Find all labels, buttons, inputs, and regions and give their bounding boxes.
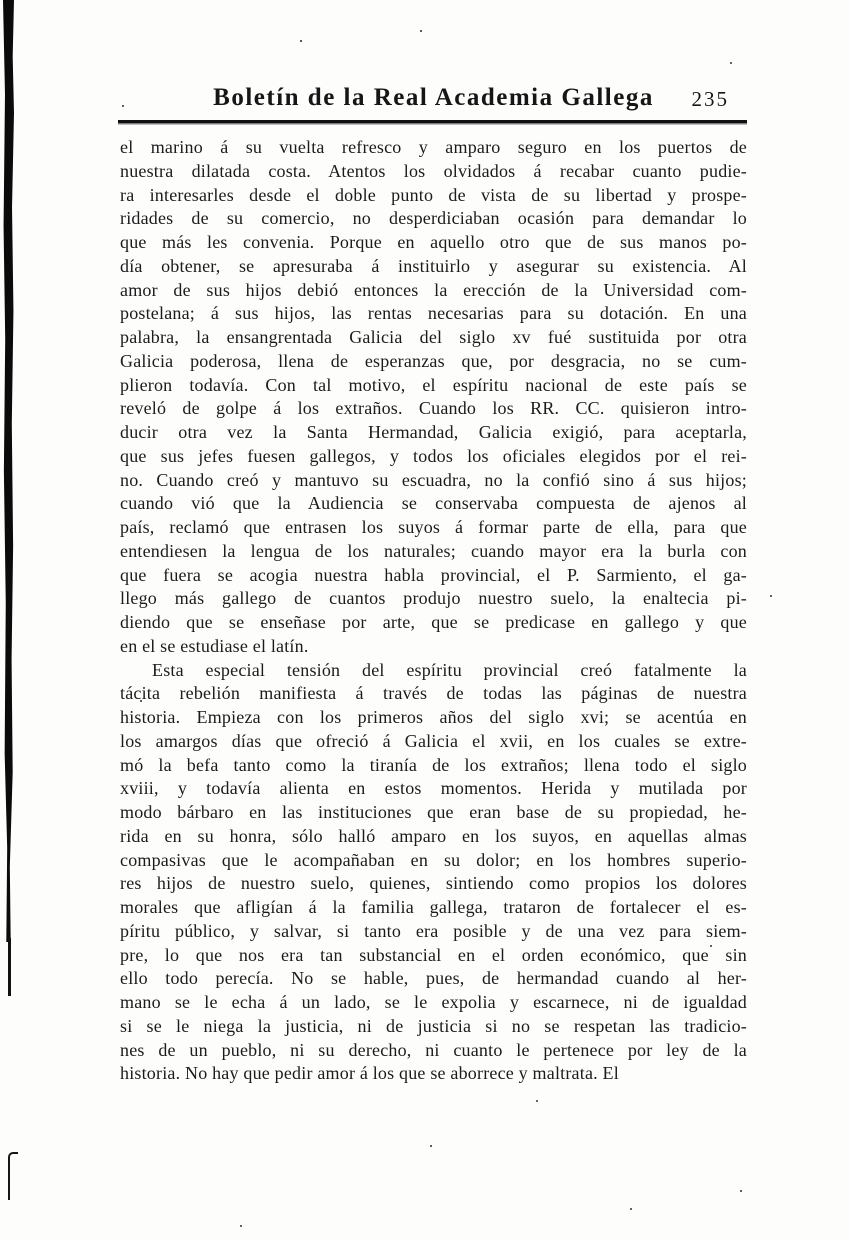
text-line: historia. No hay que pedir amor á los que se aborrece y maltrata. El <box>120 1063 619 1084</box>
text-line: ra interesarles desde el doble punto de vista de su libertad y prospe- <box>120 184 747 205</box>
text-block <box>120 136 747 1086</box>
text-line: cuando vió que la Audiencia se conservaba compuesta de ajenos al <box>120 493 747 514</box>
text-line: país, reclamó que entrasen los suyos á formar parte de ella, para que <box>120 517 747 537</box>
binding-shadow <box>3 0 14 942</box>
text-line: píritu público, y salvar, si tanto era posible y de una vez para siem- <box>120 920 747 941</box>
text-line: historia. Empieza con los primeros años del siglo xvi; se acentúa en <box>120 707 747 727</box>
text-line: postelana; á sus hijos, las rentas necesarias para su dotación. En una <box>120 303 747 324</box>
text-line: morales que afligían á la familia gallega, trataron de fortalecer el es- <box>120 897 747 917</box>
text-line: mano se le echa á un lado, se le expolia y escarnece, ni de igualdad <box>120 992 747 1012</box>
text-line: nes de un pueblo, ni su derecho, ni cuanto le pertenece por ley de la <box>120 1039 747 1060</box>
text-line: palabra, la ensangrentada Galicia del siglo xv fué sustituida por otra <box>120 327 747 347</box>
text-line: ducir otra vez la Santa Hermandad, Galicia exigió, para aceptarla, <box>120 422 747 442</box>
binding-mark <box>8 1152 18 1200</box>
text-line: tácita rebelión manifiesta á través de todas las páginas de nuestra <box>120 683 747 704</box>
text-line: el marino á su vuelta refresco y amparo seguro en los puertos de <box>120 137 747 157</box>
text-line: en el se estudiase el latín. <box>120 635 309 656</box>
text-line: diendo que se enseñase por arte, que se predicase en gallego y que <box>120 612 747 632</box>
binding-shadow-tail <box>8 938 11 996</box>
text-line: entendiesen la lengua de los naturales; cuando mayor era la burla con <box>120 540 747 561</box>
text-line: los amargos días que ofreció á Galicia el xvii, en los cuales se extre- <box>120 730 747 751</box>
scan-noise <box>300 40 302 42</box>
text-line: mó la befa tanto como la tiranía de los extraños; llena todo el siglo <box>120 754 747 775</box>
text-line: nuestra dilatada costa. Atentos los olvidados á recabar cuanto pudie- <box>120 160 747 181</box>
page-header <box>120 84 747 120</box>
text-line: pre, lo que nos era tan substancial en el orden económico, que sin <box>120 944 747 965</box>
text-line: ello todo perecía. No se hable, pues, de hermandad cuando al her- <box>120 968 747 989</box>
text-line: compasivas que le acompañaban en su dolor; en los hombres superio- <box>120 849 747 870</box>
text-line: rida en su honra, sólo halló amparo en los suyos, en aquellas almas <box>120 825 747 846</box>
text-line: reveló de golpe á los extraños. Cuando los RR. CC. quisieron intro- <box>120 398 747 419</box>
text-line: plieron todavía. Con tal motivo, el espíritu nacional de este país se <box>120 374 747 395</box>
text-line: modo bárbaro en las instituciones que eran base de su propiedad, he- <box>120 802 747 822</box>
text-line: que más les convenia. Porque en aquello otro que de sus manos po- <box>120 232 747 252</box>
running-title: Boletín de la Real Academia Gallega <box>213 84 654 111</box>
header-rule <box>118 120 747 123</box>
text-line: Galicia poderosa, llena de esperanzas que, por desgracia, no se cum- <box>120 350 747 371</box>
text-line: que sus jefes fuesen gallegos, y todos los oficiales elegidos por el rei- <box>120 445 747 466</box>
text-line: ridades de su comercio, no desperdiciaban ocasión para demandar lo <box>120 208 747 229</box>
text-line: si se le niega la justicia, ni de justicia si no se respetan las tradicio- <box>120 1015 747 1036</box>
text-line: res hijos de nuestro suelo, quienes, sintiendo como propios los dolores <box>120 873 747 894</box>
text-line: xviii, y todavía alienta en estos momentos. Herida y mutilada por <box>120 778 747 799</box>
page-number: 235 <box>691 87 729 111</box>
text-line: Esta especial tensión del espíritu provincial creó fatalmente la <box>152 659 747 680</box>
text-line: que fuera se acogia nuestra habla provincial, el P. Sarmiento, el ga- <box>120 564 747 585</box>
text-line: amor de sus hijos debió entonces la erección de la Universidad com- <box>120 279 747 300</box>
text-line: llego más gallego de cuantos produjo nuestro suelo, la enaltecia pi- <box>120 588 747 609</box>
text-line: no. Cuando creó y mantuvo su escuadra, no la confió sino á sus hijos; <box>120 469 747 490</box>
text-line: día obtener, se apresuraba á instituirlo y asegurar su existencia. Al <box>120 255 747 276</box>
